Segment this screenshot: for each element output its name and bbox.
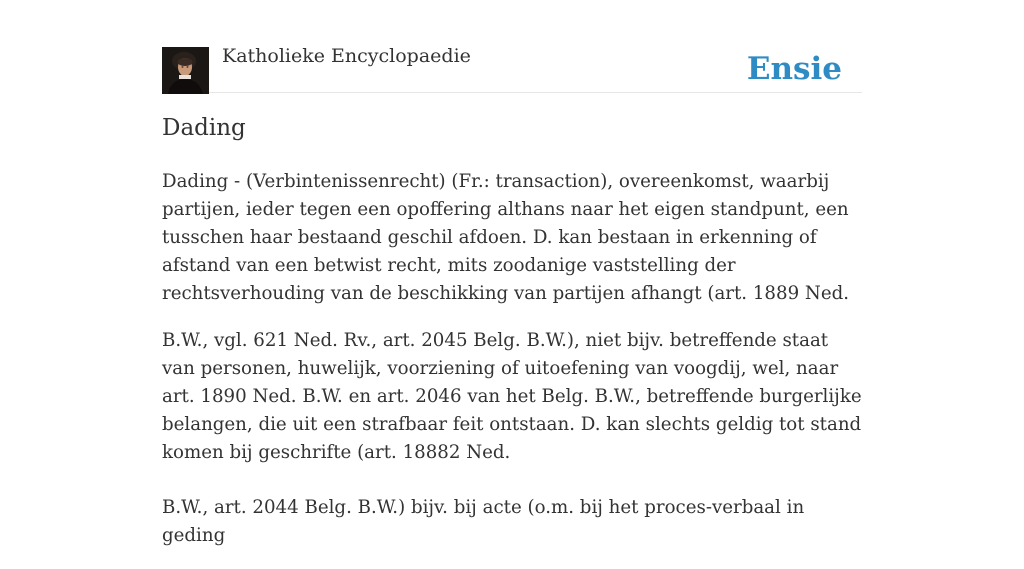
brand-logo[interactable]: Ensie	[746, 51, 842, 87]
article-paragraph: Dading - (Verbintenissenrecht) (Fr.: transaction), overeenkomst, waarbij partijen, ieder tegen een opoffering althans naar het eigen standpunt, een tusschen haar bestaand geschil afdoen. D. kan bestaan in erkenning of afstand van een betwist recht, mits zoodanige vaststelling der rechtsverhouding van de beschikking van partijen afhangt (art. 1889 Ned.	[162, 171, 850, 304]
page	[162, 0, 862, 546]
page-title: Dading	[162, 115, 246, 141]
article-paragraph: B.W., vgl. 621 Ned. Rv., art. 2045 Belg. B.W.), niet bijv. betreffende staat van personen, huwelijk, voorziening of uitoefening van voogdij, wel, naar art. 1890 Ned. B.W. en art. 2046 van het Belg. B.W., betreffende burgerlijke belangen, die uit een strafbaar feit ontstaan. D. kan slechts geldig tot stand komen bij geschrifte (art. 18882 Ned.	[162, 330, 862, 463]
article-paragraph: B.W., art. 2044 Belg. B.W.) bijv. bij acte (o.m. bij het proces-verbaal in geding	[162, 497, 805, 546]
portrait-avatar-graphic	[162, 47, 209, 94]
page-header	[162, 0, 862, 93]
portrait-avatar-icon[interactable]	[162, 47, 209, 94]
source-name[interactable]: Katholieke Encyclopaedie	[222, 45, 471, 67]
article-body	[162, 168, 862, 569]
